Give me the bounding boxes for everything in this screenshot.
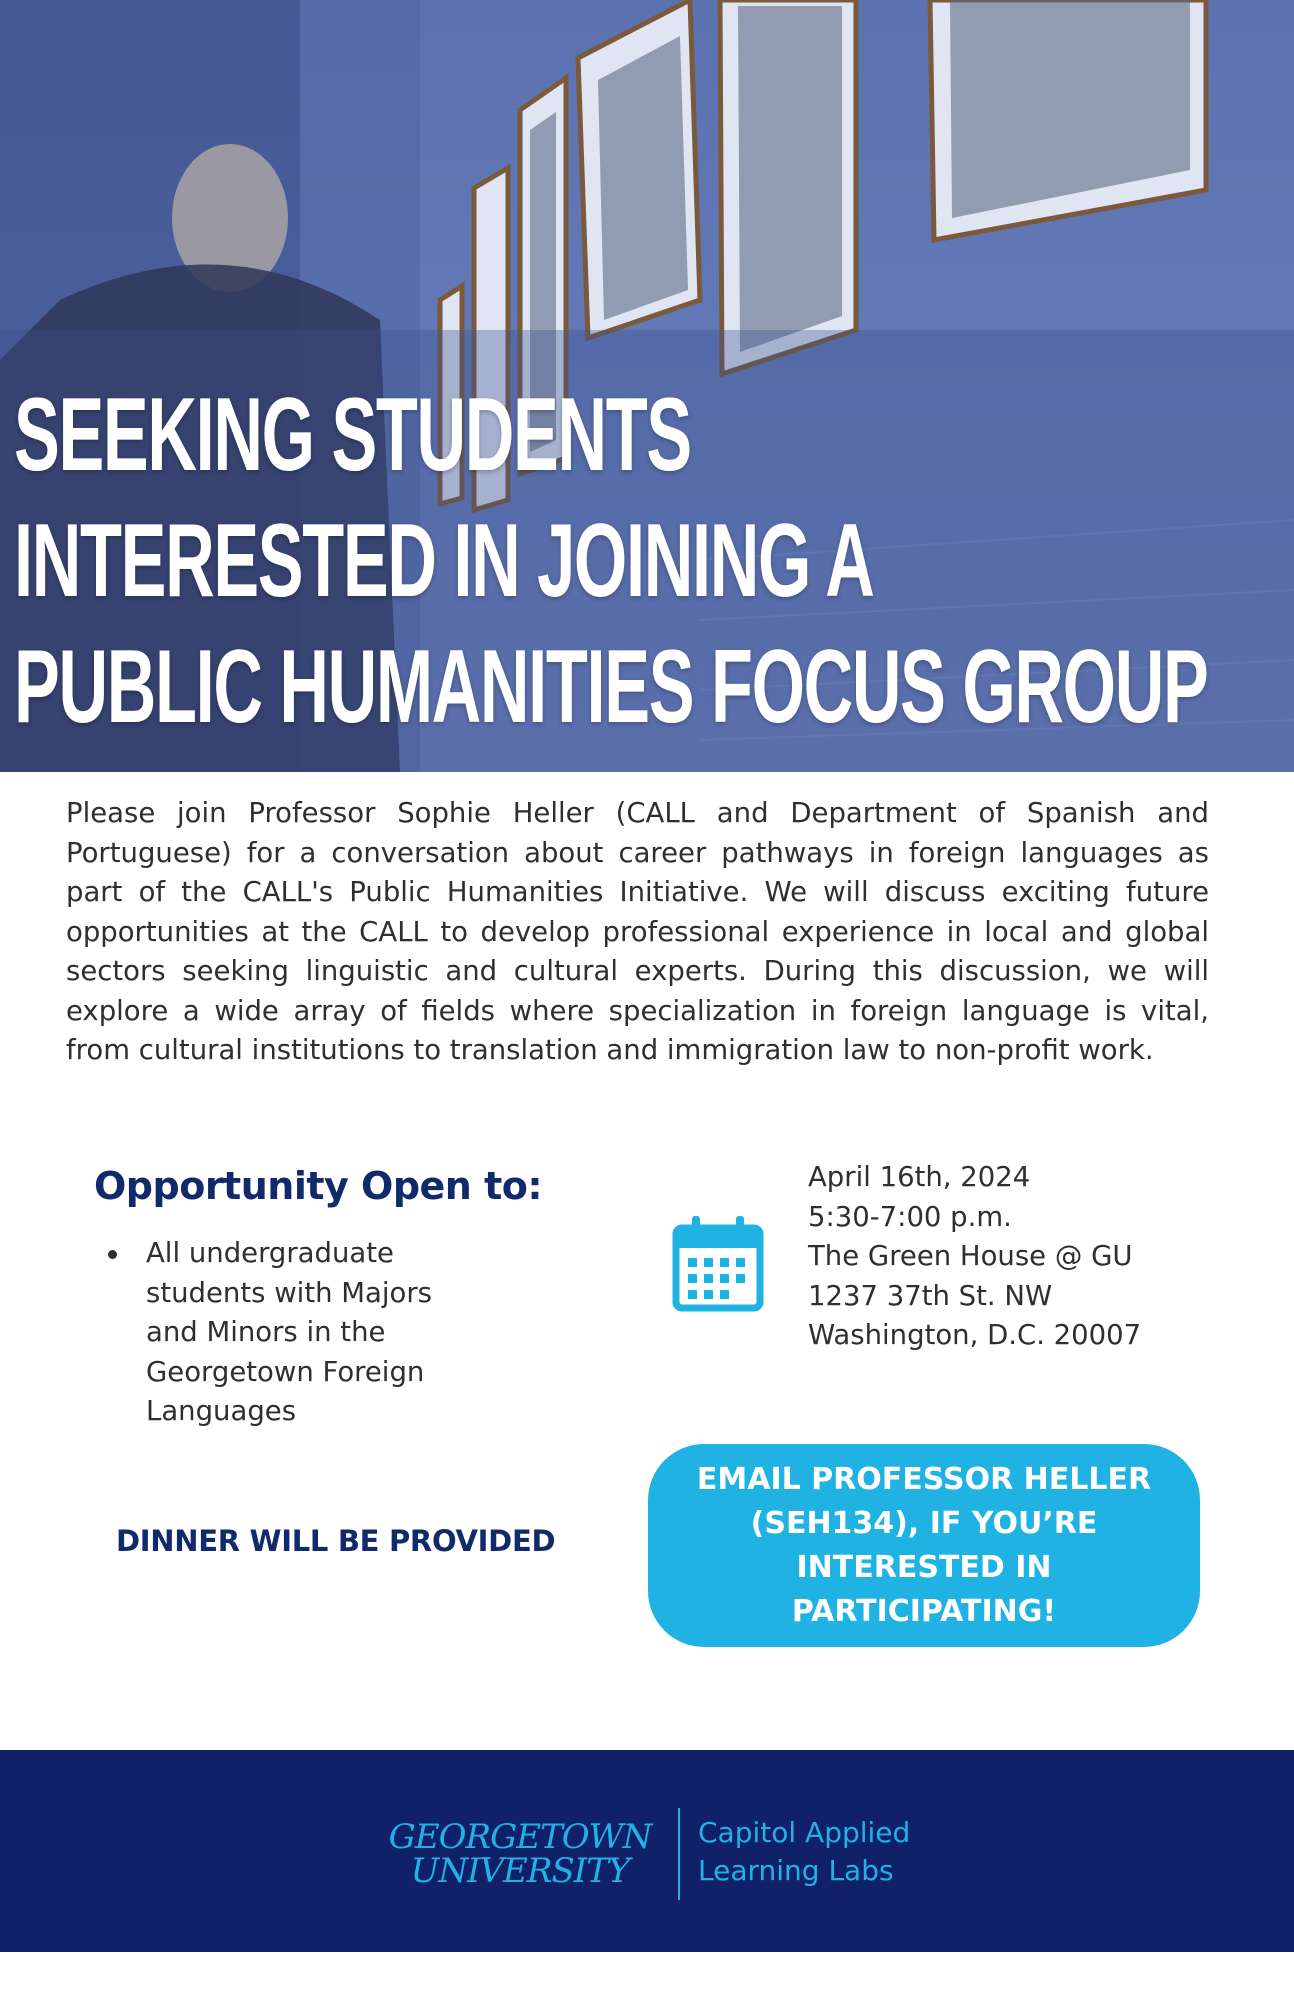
opportunity-title: Opportunity Open to:	[94, 1164, 543, 1208]
event-details	[808, 1158, 1141, 1356]
lab-name	[698, 1814, 910, 1890]
event-city: Washington, D.C. 20007	[808, 1319, 1142, 1351]
email-button-label: EMAIL PROFESSOR HELLER (SEH134), IF YOU’RE INTERESTED IN PARTICIPATING!	[696, 1461, 1152, 1629]
email-professor-button[interactable]	[648, 1444, 1200, 1647]
university-name-line-1: GEORGETOWN	[388, 1817, 652, 1857]
opportunity-list	[104, 1234, 484, 1432]
event-time: 5:30-7:00 p.m.	[808, 1200, 1012, 1233]
dinner-note: DINNER WILL BE PROVIDED	[116, 1524, 556, 1558]
intro-paragraph: Please join Professor Sophie Heller (CALL and Department of Spanish and Portuguese) for a conversation about career pathways in foreign languages as part of the CALL's Public Humanities Initiative. We will discuss exciting future opportunities at the CALL to develop professional experience in local and global sectors seeking linguistic and cultural experts. During this discussion, we will explore a wide array of fields where specialization in foreign language is vital, from cultural institutions to translation and immigration law to non-profit work.	[66, 797, 1209, 1066]
hero-banner	[0, 0, 1294, 772]
logo-divider	[678, 1808, 680, 1900]
university-name-line-2: UNIVERSITY	[410, 1851, 630, 1891]
footer	[0, 1750, 1294, 1952]
opportunity-item-text: All undergraduate students with Majors and Minors in the Georgetown Foreign Languages	[146, 1237, 432, 1427]
headline-line-3: PUBLIC HUMANITIES FOCUS GROUP	[14, 629, 1208, 745]
headline-line-1: SEEKING STUDENTS	[14, 377, 691, 493]
calendar-icon	[672, 1214, 764, 1312]
headline	[14, 372, 1207, 750]
event-street: 1237 37th St. NW	[808, 1279, 1053, 1312]
bullet-icon	[108, 1250, 117, 1259]
lab-name-line-2: Learning Labs	[698, 1854, 894, 1887]
georgetown-university-logo	[382, 1817, 658, 1891]
list-item	[104, 1234, 484, 1432]
event-date: April 16th, 2024	[808, 1161, 1031, 1193]
event-venue: The Green House @ GU	[808, 1240, 1133, 1272]
lab-name-line-1: Capitol Applied	[698, 1816, 911, 1849]
headline-line-2: INTERESTED IN JOINING A	[14, 503, 874, 619]
